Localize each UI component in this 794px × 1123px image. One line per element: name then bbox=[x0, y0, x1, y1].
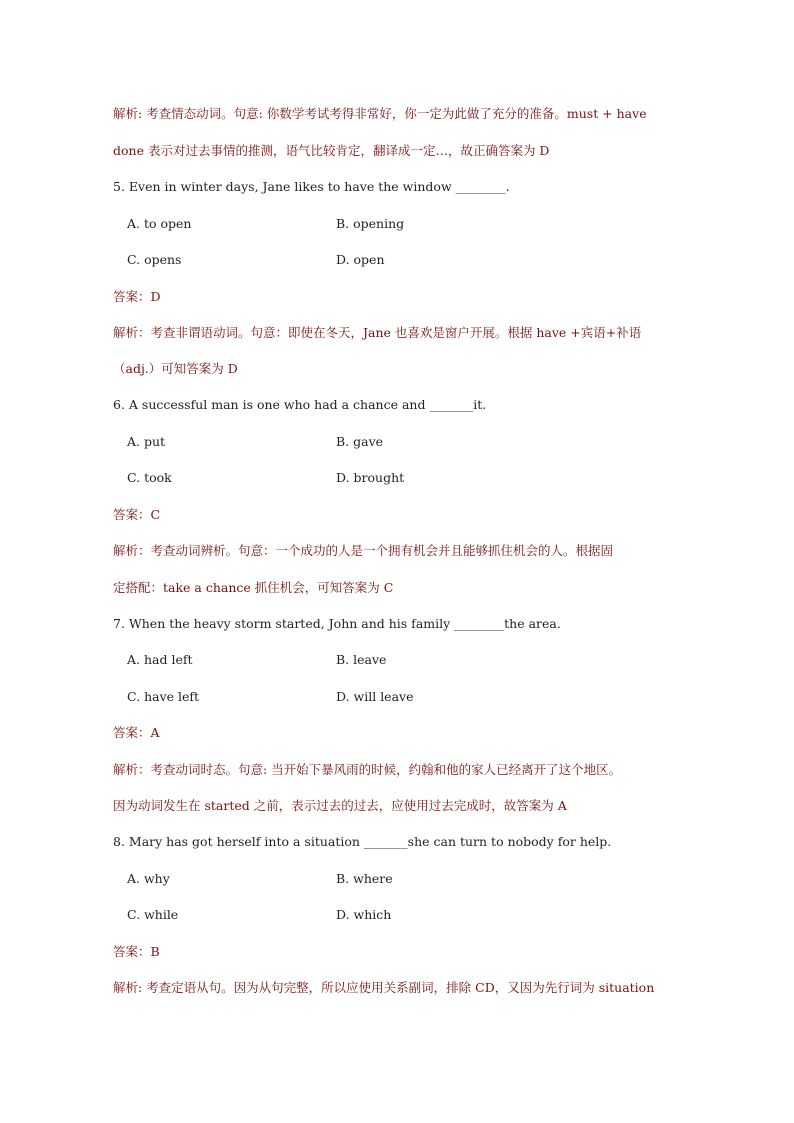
q6-answer: 答案：C bbox=[113, 507, 161, 522]
q7-explanation-line2: 因为动词发生在 started 之前，表示过去的过去，应使用过去完成时，故答案为 A bbox=[113, 798, 567, 813]
q6-explanation-line1: 解析：考查动词辨析。句意：一个成功的人是一个拥有机会并且能够抓住机会的人。根据固 bbox=[113, 543, 614, 558]
q8-option-d: D. which bbox=[336, 907, 392, 922]
q7-option-c: C. have left bbox=[127, 689, 200, 704]
q7-answer: 答案：A bbox=[113, 725, 160, 740]
q7-option-b: B. leave bbox=[336, 652, 387, 667]
q5-answer: 答案：D bbox=[113, 289, 161, 304]
q5-option-a: A. to open bbox=[127, 216, 192, 231]
q8-option-b: B. where bbox=[336, 871, 393, 886]
q5-option-c: C. opens bbox=[127, 252, 182, 267]
q7-option-d: D. will leave bbox=[336, 689, 414, 704]
q4-explanation-line1: 解析: 考查情态动词。句意: 你数学考试考得非常好，你一定为此做了充分的准备。must + have bbox=[113, 106, 647, 121]
q8-stem: 8. Mary has got herself into a situation _______she can turn to nobody for help. bbox=[113, 834, 612, 849]
q5-stem: 5. Even in winter days, Jane likes to have the window ________. bbox=[113, 179, 510, 194]
q4-explanation-line2: done 表示对过去事情的推测，语气比较肯定，翻译成一定…，故正确答案为 D bbox=[113, 143, 550, 158]
q7-explanation-line1: 解析：考查动词时态。句意: 当开始下暴风雨的时候，约翰和他的家人已经离开了这个地区。 bbox=[113, 762, 622, 777]
q8-option-a: A. why bbox=[127, 871, 170, 886]
q5-explanation-line1: 解析：考查非谓语动词。句意：即使在冬天，Jane 也喜欢是窗户开展。根据 have +宾语+补语 bbox=[113, 325, 642, 340]
q5-explanation-line2: （adj.）可知答案为 D bbox=[113, 361, 238, 376]
q6-option-b: B. gave bbox=[336, 434, 384, 449]
q6-explanation-line2: 定搭配：take a chance 抓住机会，可知答案为 C bbox=[113, 580, 394, 595]
q6-option-d: D. brought bbox=[336, 470, 405, 485]
q5-option-b: B. opening bbox=[336, 216, 405, 231]
q8-option-c: C. while bbox=[127, 907, 179, 922]
q7-stem: 7. When the heavy storm started, John and his family ________the area. bbox=[113, 616, 561, 631]
q7-option-a: A. had left bbox=[127, 652, 193, 667]
q6-option-a: A. put bbox=[127, 434, 166, 449]
q5-option-d: D. open bbox=[336, 252, 385, 267]
q8-answer: 答案：B bbox=[113, 944, 160, 959]
q6-option-c: C. took bbox=[127, 470, 172, 485]
q8-explanation-line1: 解析: 考查定语从句。因为从句完整，所以应使用关系副词，排除 CD，又因为先行词为 situation bbox=[113, 980, 655, 995]
q6-stem: 6. A successful man is one who had a chance and _______it. bbox=[113, 397, 487, 412]
